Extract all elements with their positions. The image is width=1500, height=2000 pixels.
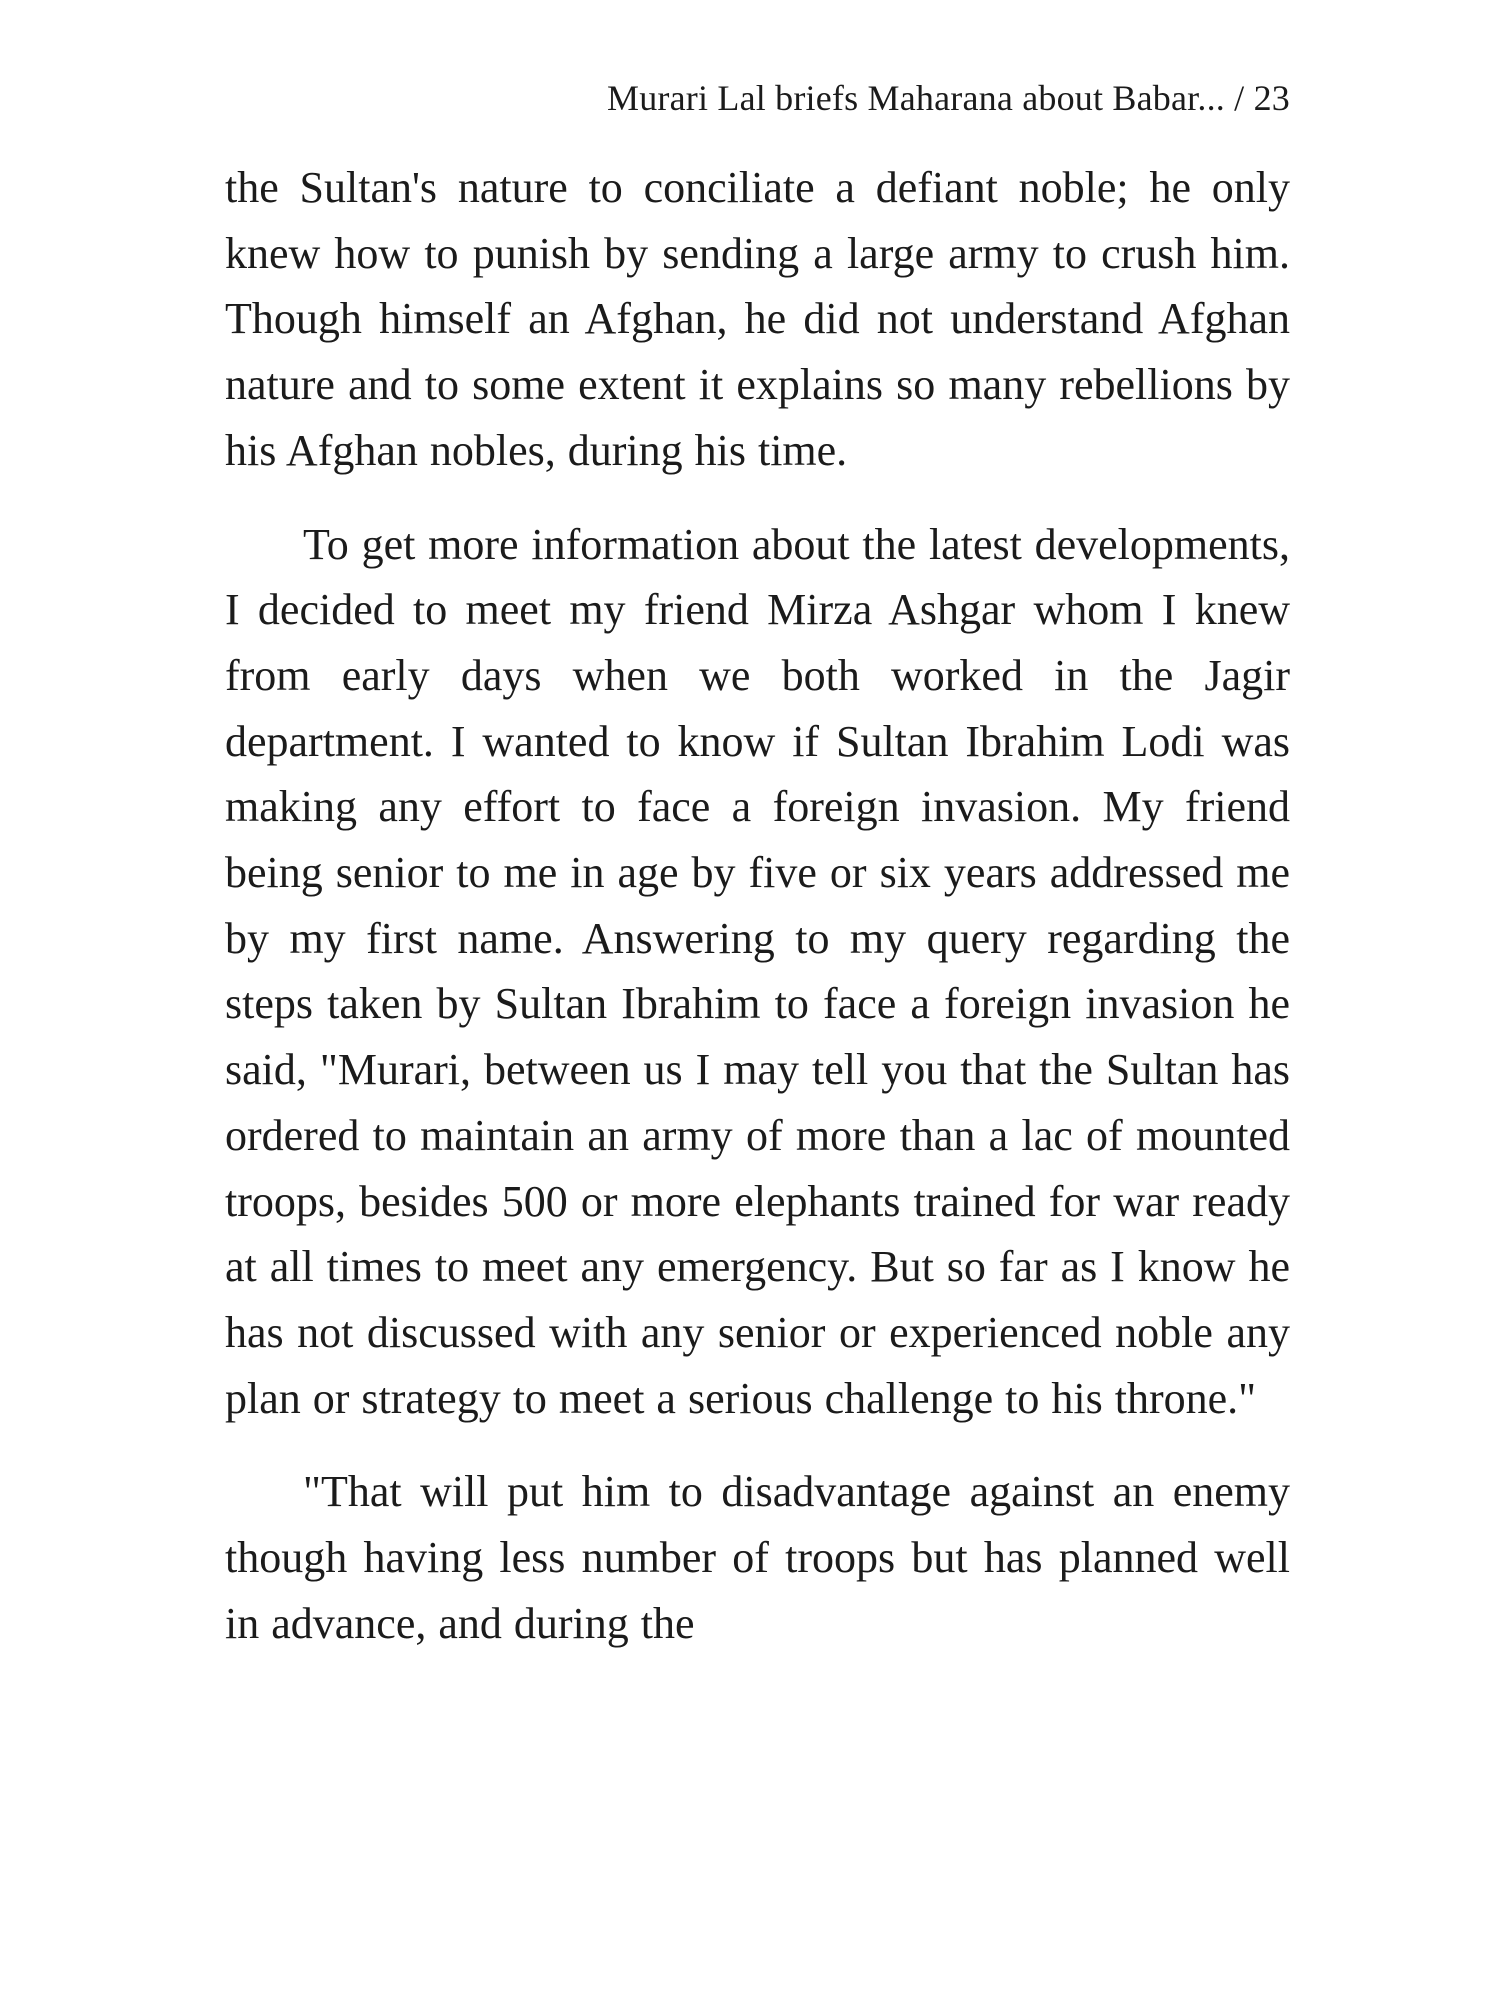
paragraph-disadvantage: "That will put him to disadvantage against an enemy though having less number of troops but has planned well in advance, and during the: [225, 1467, 1290, 1648]
book-page: [225, 0, 1290, 2000]
paragraph-continued: the Sultan's nature to conciliate a defiant noble; he only knew how to punish by sending a large army to crush him. Though himself an Afghan, he did not understand Afghan nature and to some extent it explains so many rebellions by his Afghan nobles, during his time.: [225, 163, 1290, 475]
page-body: [225, 155, 1290, 1656]
paragraph-mirza-ashgar: To get more information about the latest developments, I decided to meet my friend Mirza Ashgar whom I knew from early days when we both worked in the Jagir department. I wanted to know if Sultan Ibrahim Lodi was making any effort to face a foreign invasion. My friend being senior to me in age by five or six years addressed me by my first name. Answering to my query regarding the steps taken by Sultan Ibrahim to face a foreign invasion he said, "Murari, between us I may tell you that the Sultan has ordered to maintain an army of more than a lac of mounted troops, besides 500 or more elephants trained for war ready at all times to meet any emergency. But so far as I know he has not discussed with any senior or experienced noble any plan or strategy to meet a serious challenge to his throne.": [225, 519, 1290, 1423]
running-header: Murari Lal briefs Maharana about Babar... / 23: [607, 78, 1290, 118]
